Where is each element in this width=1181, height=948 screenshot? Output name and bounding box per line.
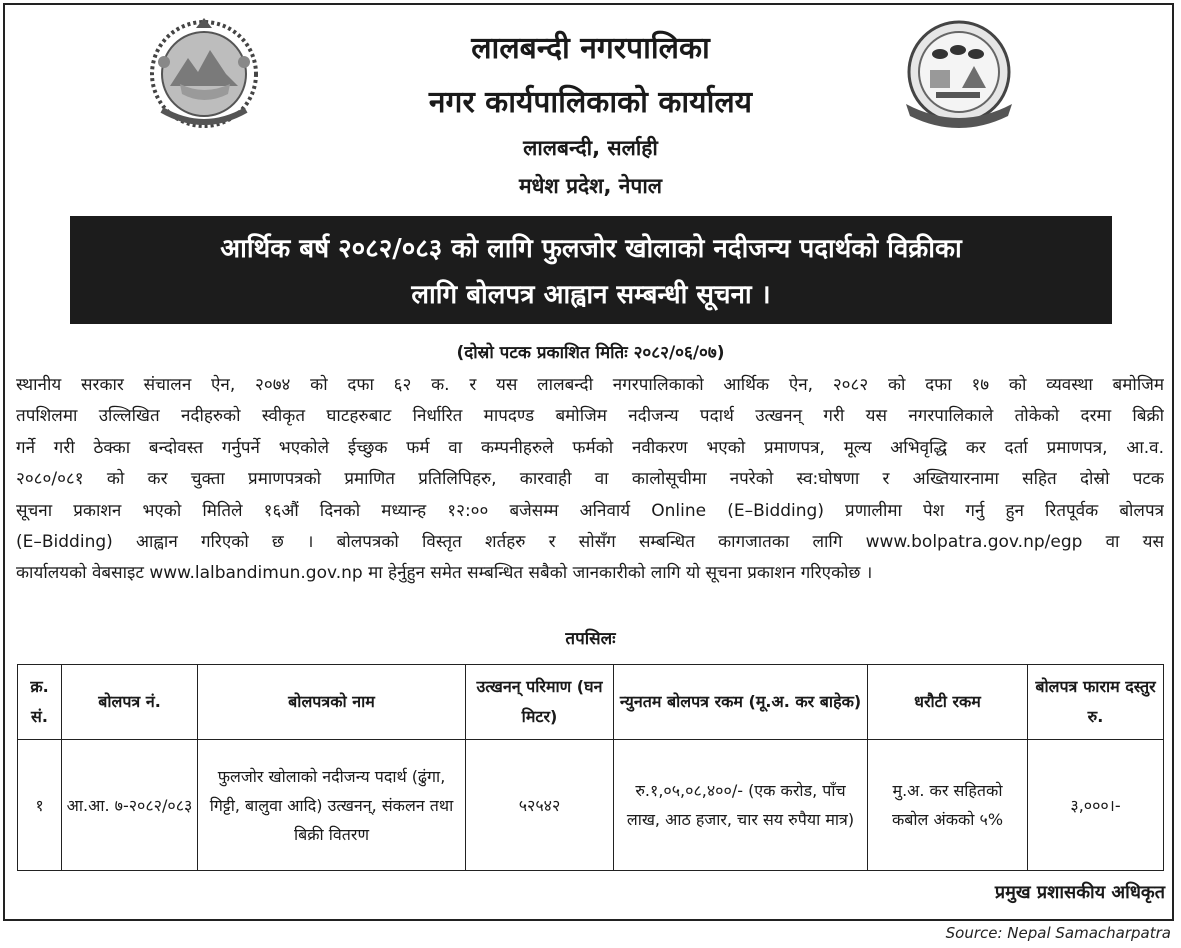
- table-title: तपसिलः: [565, 629, 616, 649]
- cell-form-fee: ३,०००।-: [1028, 740, 1164, 871]
- cell-serial: १: [18, 740, 62, 871]
- cell-extraction-quantity: ५२५४२: [466, 740, 614, 871]
- office-name: नगर कार्यपालिकाको कार्यालय: [428, 85, 753, 120]
- body-line: सूचना प्रकाशन भएको मितिले १६औं दिनको मध्यान्ह १२:०० बजेसम्म अनिवार्य Online (E–Bidding) प्रणालीमा पेश गर्नु हुन रितपूर्वक बोलपत्र: [16, 500, 1164, 521]
- body-line: गर्ने गरी ठेक्का बन्दोवस्त गर्नुपर्ने भएकोले ईच्छुक फर्म वा कम्पनीहरुले फर्मको नवीकरण भएको प्रमाणपत्र, मूल्य अभिवृद्धि कर दर्ता प्रमाणपत्र, आ.व.: [16, 437, 1164, 458]
- header-minimum-bid-amount: न्युनतम बोलपत्र रकम (मू.अ. कर बाहेक): [614, 665, 868, 740]
- province-country: मधेश प्रदेश, नेपाल: [519, 174, 662, 198]
- publish-date: (दोस्रो पटक प्रकाशित मितिः २०८२/०६/०७): [456, 343, 725, 363]
- body-line: तपशिलमा उल्लिखित नदीहरुको स्वीकृत घाटहरुबाट निर्धारित मापदण्ड बमोजिम नदीजन्य पदार्थ उत्खनन् गरी यस नगरपालिकाले तोकेको दरमा बिक्री: [16, 406, 1164, 427]
- body-line: कार्यालयको वेबसाइट www.lalbandimun.gov.np मा हेर्नुहुन समेत सम्बन्धित सबैको जानकारीको लागि यो सूचना प्रकाशन गरिएकोछ ।: [16, 563, 873, 584]
- bid-details-table: [17, 664, 1164, 871]
- source-credit: Source: Nepal Samacharpatra: [945, 924, 1171, 942]
- body-line: (E–Bidding) आह्वान गरिएको छ । बोलपत्रको विस्तृत शर्तहरु र सोसँग सम्बन्धित कागजातका लागि www.bolpatra.gov.np/egp वा यस: [16, 531, 1164, 552]
- header-extraction-quantity: उत्खनन् परिमाण (घन मिटर): [466, 665, 614, 740]
- notice-body: [16, 370, 1164, 590]
- notice-title-line: लागि बोलपत्र आह्वान सम्बन्धी सूचना ।: [411, 280, 771, 310]
- header-bid-name: बोलपत्रको नाम: [198, 665, 466, 740]
- notice-title-banner: [70, 216, 1112, 324]
- table-header-row: [18, 665, 1164, 740]
- cell-minimum-bid-amount: रु.१,०५,०८,४००/- (एक करोड, पाँच लाख, आठ हजार, चार सय रुपैया मात्र): [614, 740, 868, 871]
- header-serial: क्र. सं.: [18, 665, 62, 740]
- signatory-title: प्रमुख प्रशासकीय अधिकृत: [994, 882, 1165, 903]
- header-deposit-amount: धरौटी रकम: [868, 665, 1028, 740]
- body-line: २०८०/०८१ को कर चुक्ता प्रमाणपत्रको प्रमाणित प्रतिलिपिहरु, कारवाही वा कालोसूचीमा नपरेको स्व:घोषणा र अख्तियारनामा सहित दोस्रो पटक: [16, 469, 1164, 490]
- cell-bid-name: फुलजोर खोलाको नदीजन्य पदार्थ (ढुंगा, गिट्टी, बालुवा आदि) उत्खनन्, संकलन तथा बिक्री वितरण: [198, 740, 466, 871]
- notice-title-line: आर्थिक बर्ष २०८२/०८३ को लागि फुलजोर खोलाको नदीजन्य पदार्थको विक्रीका: [220, 234, 962, 264]
- header-bid-number: बोलपत्र नं.: [62, 665, 198, 740]
- office-location: लालबन्दी, सर्लाही: [523, 136, 658, 160]
- table-row: [18, 740, 1164, 871]
- municipality-name: लालबन्दी नगरपालिका: [471, 31, 710, 66]
- body-line: स्थानीय सरकार संचालन ऐन, २०७४ को दफा ६२ क. र यस लालबन्दी नगरपालिकाको आर्थिक ऐन, २०८२ को दफा १७ को व्यवस्था बमोजिम: [16, 375, 1164, 395]
- cell-bid-number: आ.आ. ७-२०८२/०८३: [62, 740, 198, 871]
- cell-deposit-amount: मु.अ. कर सहितको कबोल अंकको ५%: [868, 740, 1028, 871]
- header-form-fee: बोलपत्र फाराम दस्तुर रु.: [1028, 665, 1164, 740]
